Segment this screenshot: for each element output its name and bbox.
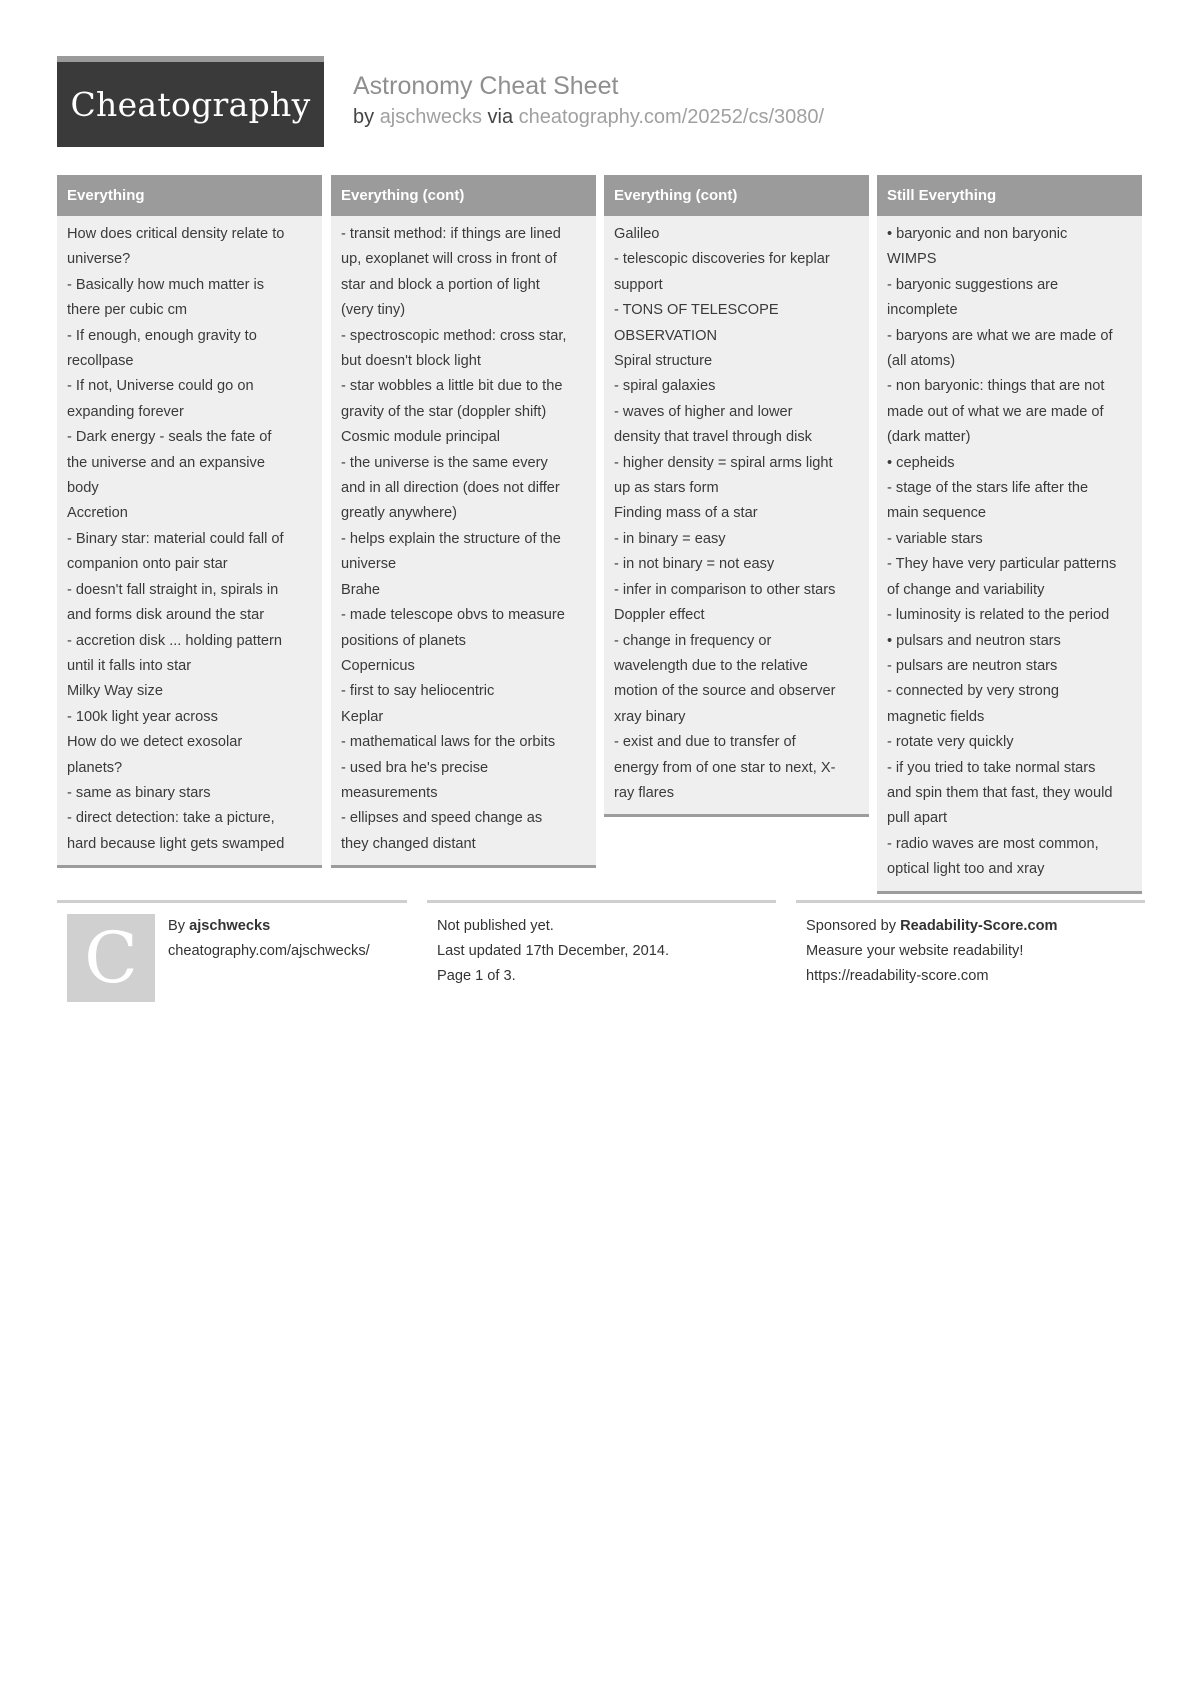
- last-updated: Last updated 17th December, 2014.: [437, 943, 670, 959]
- logo-text: Cheatography: [70, 85, 311, 124]
- section-line: • baryonic and non baryonic: [887, 226, 1068, 242]
- section-still-everything: [877, 175, 1142, 894]
- section-line: How does critical density relate to: [67, 226, 285, 242]
- section-line: - Dark energy - seals the fate of: [67, 429, 272, 446]
- section-line: How do we detect exosolar: [67, 734, 243, 751]
- section-line: expanding forever: [67, 403, 184, 420]
- section-line: - if you tried to take normal stars: [887, 759, 1096, 776]
- section-line: - transit method: if things are lined: [341, 226, 561, 242]
- section-line: - same as binary stars: [67, 784, 211, 801]
- section-line: - doesn't fall straight in, spirals in: [67, 581, 279, 598]
- section-body: [604, 216, 869, 814]
- footer-divider: [57, 900, 407, 903]
- sponsor-url[interactable]: https://readability-score.com: [806, 968, 989, 984]
- section-line: - radio waves are most common,: [887, 835, 1099, 852]
- cheatography-logo[interactable]: [57, 56, 324, 147]
- section-body: [877, 216, 1142, 891]
- section-line: - ellipses and speed change as: [341, 810, 543, 827]
- section-line: - Binary star: material could fall of: [67, 530, 284, 547]
- byline: [353, 106, 824, 129]
- section-line: - They have very particular patterns: [887, 556, 1117, 573]
- section-line: - in binary = easy: [614, 530, 726, 547]
- section-body: [57, 216, 322, 865]
- section-line: measurements: [341, 784, 438, 801]
- section-line: companion onto pair star: [67, 556, 228, 573]
- section-line: up as stars form: [614, 480, 719, 497]
- section-line: • pulsars and neutron stars: [887, 632, 1061, 649]
- section-title: Still Everything: [877, 175, 1142, 216]
- section-everything: [57, 175, 322, 868]
- section-line: - non baryonic: things that are not: [887, 378, 1105, 395]
- sponsor-line: [806, 914, 1057, 939]
- footer-divider: [796, 900, 1145, 903]
- section-line: density that travel through disk: [614, 429, 812, 446]
- section-line: - first to say heliocentric: [341, 683, 495, 700]
- sponsor-tagline: Measure your website readability!: [806, 943, 1024, 959]
- section-line: wavelength due to the relative: [614, 657, 808, 674]
- section-line: Accretion: [67, 505, 128, 522]
- section-line: universe?: [67, 251, 131, 268]
- section-line: gravity of the star (doppler shift): [341, 403, 547, 420]
- section-line: and forms disk around the star: [67, 607, 265, 624]
- section-line: made out of what we are made of: [887, 403, 1104, 420]
- section-line: they changed distant: [341, 835, 476, 852]
- section-line: - telescopic discoveries for keplar: [614, 251, 830, 268]
- section-line: Brahe: [341, 581, 380, 598]
- section-line: and spin them that fast, they would: [887, 784, 1113, 801]
- section-line: greatly anywhere): [341, 505, 457, 522]
- section-line: - baryons are what we are made of: [887, 327, 1113, 344]
- byline-prefix: by: [353, 106, 375, 128]
- section-line: Finding mass of a star: [614, 505, 758, 522]
- section-line: - star wobbles a little bit due to the: [341, 378, 563, 395]
- section-line: - accretion disk ... holding pattern: [67, 632, 282, 649]
- section-line: Doppler effect: [614, 607, 705, 624]
- section-line: planets?: [67, 759, 123, 776]
- footer-author-name[interactable]: ajschwecks: [189, 918, 271, 934]
- section-line: energy from of one star to next, X-: [614, 759, 836, 776]
- section-title: Everything: [57, 175, 322, 216]
- sponsored-label: Sponsored by: [806, 918, 897, 934]
- footer-author: [168, 914, 270, 939]
- section-line: - If enough, enough gravity to: [67, 327, 257, 344]
- section-line: - rotate very quickly: [887, 734, 1014, 751]
- byline-via: via: [487, 106, 514, 128]
- section-line: - infer in comparison to other stars: [614, 581, 836, 598]
- section-line: Spiral structure: [614, 353, 713, 370]
- section-line: - waves of higher and lower: [614, 403, 793, 420]
- section-line: - spectroscopic method: cross star,: [341, 327, 567, 344]
- section-line: main sequence: [887, 505, 986, 522]
- section-line: recollpase: [67, 353, 134, 370]
- section-title: Everything (cont): [604, 175, 869, 216]
- section-line: - connected by very strong: [887, 683, 1059, 700]
- section-line: (all atoms): [887, 353, 956, 370]
- section-line: OBSERVATION: [614, 327, 717, 344]
- sponsor-link[interactable]: Readability-Score.com: [900, 918, 1058, 934]
- author-avatar[interactable]: [67, 914, 155, 1002]
- sheet-url-link[interactable]: cheatography.com/20252/cs/3080/: [518, 106, 825, 128]
- section-line: positions of planets: [341, 632, 466, 649]
- section-everything-cont-1: [331, 175, 596, 868]
- section-line: Galileo: [614, 226, 660, 242]
- section-line: - the universe is the same every: [341, 454, 548, 471]
- page-title: Astronomy Cheat Sheet: [353, 72, 619, 100]
- section-line: until it falls into star: [67, 657, 192, 674]
- section-line: Copernicus: [341, 657, 415, 674]
- footer-divider: [427, 900, 776, 903]
- section-line: - used bra he's precise: [341, 759, 489, 776]
- section-body: [331, 216, 596, 865]
- section-line: - spiral galaxies: [614, 378, 716, 395]
- section-line: up, exoplanet will cross in front of: [341, 251, 557, 268]
- section-line: (dark matter): [887, 429, 971, 446]
- section-everything-cont-2: [604, 175, 869, 817]
- section-line: - made telescope obvs to measure: [341, 607, 565, 624]
- section-line: WIMPS: [887, 251, 937, 268]
- section-line: - direct detection: take a picture,: [67, 810, 275, 827]
- section-line: - luminosity is related to the period: [887, 607, 1110, 624]
- section-line: of change and variability: [887, 581, 1045, 598]
- section-line: - change in frequency or: [614, 632, 772, 649]
- section-line: and in all direction (does not differ: [341, 480, 560, 497]
- section-line: there per cubic cm: [67, 302, 188, 319]
- section-line: - helps explain the structure of the: [341, 530, 561, 547]
- footer-by-label: By: [168, 918, 186, 934]
- section-line: magnetic fields: [887, 708, 985, 725]
- footer-author-url[interactable]: cheatography.com/ajschwecks/: [168, 943, 370, 959]
- section-line: - If not, Universe could go on: [67, 378, 254, 395]
- section-line: - baryonic suggestions are: [887, 276, 1059, 293]
- section-line: - mathematical laws for the orbits: [341, 734, 556, 751]
- section-line: star and block a portion of light: [341, 276, 540, 293]
- section-line: ray flares: [614, 784, 675, 801]
- author-link[interactable]: ajschwecks: [379, 106, 482, 128]
- section-line: support: [614, 276, 663, 293]
- section-line: Milky Way size: [67, 683, 163, 700]
- publish-status: Not published yet.: [437, 918, 554, 934]
- section-line: - 100k light year across: [67, 708, 218, 725]
- section-line: universe: [341, 556, 397, 573]
- avatar-letter: C: [84, 917, 138, 999]
- section-line: incomplete: [887, 302, 958, 319]
- section-line: - Basically how much matter is: [67, 276, 265, 293]
- section-title: Everything (cont): [331, 175, 596, 216]
- section-line: - stage of the stars life after the: [887, 480, 1089, 497]
- section-line: - pulsars are neutron stars: [887, 657, 1058, 674]
- section-line: Keplar: [341, 708, 384, 725]
- section-line: - variable stars: [887, 530, 983, 547]
- section-line: (very tiny): [341, 302, 406, 319]
- section-line: • cepheids: [887, 454, 955, 471]
- section-line: - higher density = spiral arms light: [614, 454, 833, 471]
- section-line: but doesn't block light: [341, 353, 481, 370]
- section-line: motion of the source and observer: [614, 683, 836, 700]
- section-line: Cosmic module principal: [341, 429, 500, 446]
- section-line: body: [67, 480, 99, 497]
- section-line: optical light too and xray: [887, 861, 1045, 878]
- section-line: the universe and an expansive: [67, 454, 265, 471]
- section-line: - in not binary = not easy: [614, 556, 775, 573]
- page-number: Page 1 of 3.: [437, 968, 516, 984]
- section-line: pull apart: [887, 810, 948, 827]
- section-line: - TONS OF TELESCOPE: [614, 302, 779, 319]
- section-line: xray binary: [614, 708, 686, 725]
- section-line: hard because light gets swamped: [67, 835, 285, 852]
- section-line: - exist and due to transfer of: [614, 734, 796, 751]
